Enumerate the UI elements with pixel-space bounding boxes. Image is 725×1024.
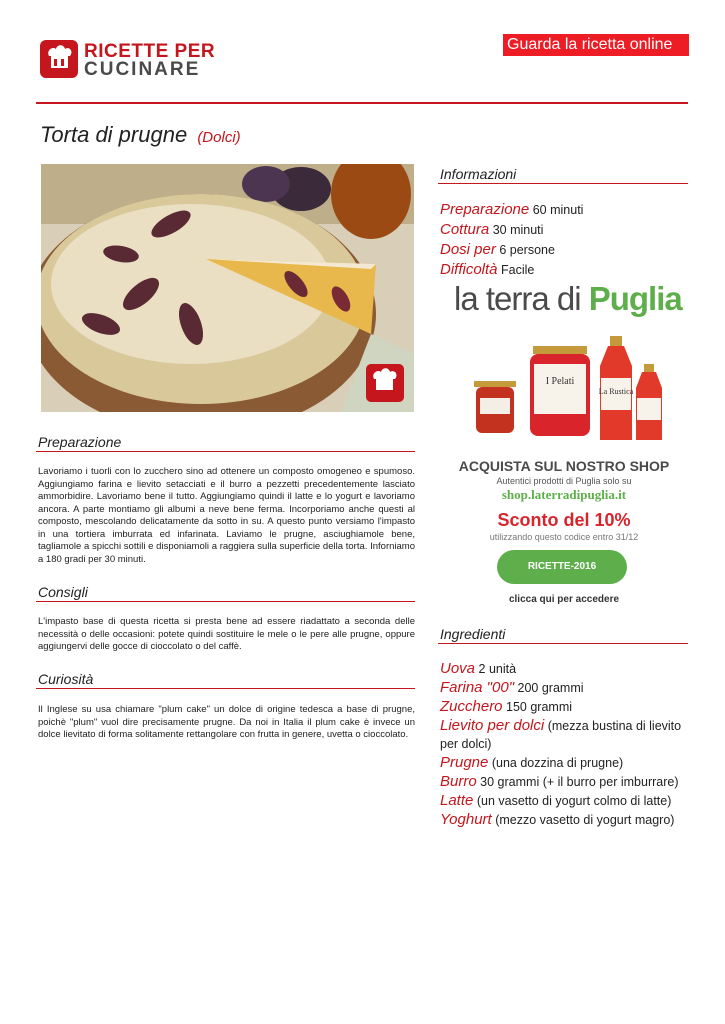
consigli-text: L'impasto base di questa ricetta si presta bene ad essere riadattato a seconda delle necessità o delle occasioni: potete quindi sostituire le mele o le pere alle prugne, oppure aggiungervi delle gocce di cioccolato o del caffè. [38, 616, 415, 652]
ingredienti-heading: Ingredienti [440, 626, 506, 642]
chef-hat-logo-icon [40, 40, 78, 78]
ad-discount: Sconto del 10% [497, 510, 631, 530]
ingredient-item: Prugne (una dozzina di prugne) [440, 754, 624, 771]
plum-cake-image [41, 164, 414, 412]
tomato-jars-image [440, 336, 688, 446]
ingredient-item: Lievito per dolci (mezza bustina di lievito per dolci) [440, 717, 682, 751]
recipe-category: (Dolci) [197, 129, 241, 146]
info-row-preparazione: Preparazione 60 minuti [440, 201, 584, 218]
ingredient-item: Farina "00" 200 grammi [440, 679, 584, 696]
jar-label-1: I Pelati [545, 376, 575, 387]
curiosita-heading: Curiosità [38, 671, 94, 687]
ingredient-item: Burro 30 grammi (+ il burro per imburrare) [440, 773, 679, 790]
ingredienti-divider [438, 643, 688, 644]
ad-cta[interactable]: clicca qui per accedere [508, 594, 620, 605]
preparazione-heading: Preparazione [38, 434, 122, 450]
ingredient-item: Zucchero 150 grammi [440, 698, 573, 715]
curiosita-divider [36, 688, 415, 689]
preparazione-divider [36, 451, 415, 452]
ingredient-item: Latte (un vasetto di yogurt colmo di latte) [440, 792, 672, 809]
curiosita-text: Il Inglese su usa chiamare "plum cake" un dolce di origine tedesca a base di prugne, poichè "plum" vuol dire precisamente prugne. Da noi in Italia il plum cake è invece un dolce lievitato di forma solitamente rettangolare con frutta in genere, uvetta o cioccolato. [38, 704, 415, 740]
logo-text-line2: CUCINARE [84, 59, 201, 80]
informazioni-heading: Informazioni [440, 166, 517, 182]
consigli-heading: Consigli [38, 584, 88, 600]
consigli-divider [36, 601, 415, 602]
ingredient-item: Uova 2 unità [440, 660, 517, 677]
ad-shop-sub: Autentici prodotti di Puglia solo su [496, 476, 632, 486]
recipe-title [40, 122, 241, 148]
jar-label-2: La Rustica [598, 387, 634, 396]
ad-shop-headline: ACQUISTA SUL NOSTRO SHOP [458, 458, 670, 474]
info-row-difficolta: Difficoltà Facile [440, 261, 535, 278]
ad-discount-sub: utilizzando questo codice entro 31/12 [489, 532, 639, 542]
preparazione-text: Lavoriamo i tuorli con lo zucchero sino ad ottenere un composto omogeneo e spumoso. Aggiungiamo farina e lievito setacciati e il burro a pezzetti precedentemente lasciato ammorbidire. Lavoriamo bene il tutto. Aggiungiamo quindi il latte e lo yogurt e lavoriamo ancora. A parte montiamo gli albumi a neve bene ferma. Incorporiamo anche questi al composto, mescolando delicatamente da sotto in su. A questo punto versiamo l'impasto in una tortiera imburrata ed infarinata. Laviamo le prugne, asciughiamole bene, tagliamole a spicchi sottili e disponiamoli a raggiera sulla superficie della torta. Inforniamo a 180 gradi per 30 minuti. [38, 466, 415, 565]
recipe-name: Torta di prugne [40, 122, 188, 147]
header-divider [36, 102, 688, 104]
info-row-dosi: Dosi per 6 persone [440, 241, 555, 258]
ad-brand: la terra di Puglia [454, 280, 682, 317]
site-logo[interactable] [40, 40, 216, 80]
ad-code-button[interactable]: RICETTE-2016 [497, 550, 627, 584]
ingredient-list [440, 660, 690, 830]
view-online-button[interactable]: Guarda la ricetta online [503, 34, 689, 56]
informazioni-divider [438, 183, 688, 184]
recipe-photo [41, 164, 414, 412]
logo-text-line1: RICETTE PER [84, 41, 216, 62]
ingredient-item: Yoghurt (mezzo vasetto di yogurt magro) [440, 811, 675, 828]
ad-shop-url[interactable]: shop.laterradipuglia.it [501, 487, 627, 502]
shop-ad-banner[interactable] [440, 276, 688, 606]
info-list [440, 200, 690, 280]
info-row-cottura: Cottura 30 minuti [440, 221, 544, 238]
